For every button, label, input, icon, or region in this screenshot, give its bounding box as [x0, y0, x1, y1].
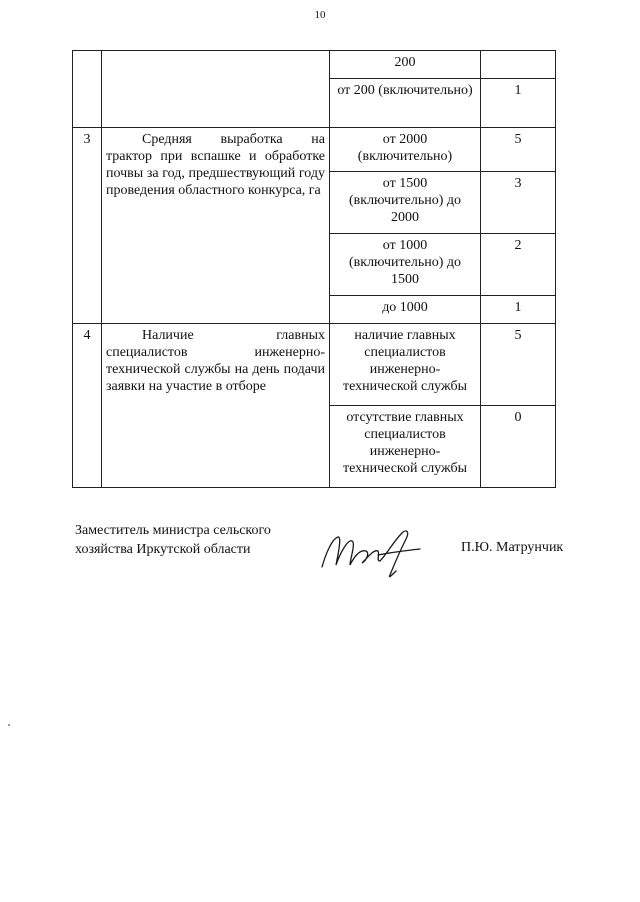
table-row	[73, 51, 556, 79]
signatory-name: П.Ю. Матрунчик	[461, 540, 564, 555]
condition-cell: от 1000 (включительно) до 1500	[330, 234, 481, 296]
score-cell: 0	[481, 406, 556, 488]
score-cell: 5	[481, 128, 556, 172]
condition-cell: от 2000 (включительно)	[330, 128, 481, 172]
score-cell: 1	[481, 296, 556, 324]
score-cell: 5	[481, 324, 556, 406]
score-cell: 3	[481, 172, 556, 234]
page-number: 10	[314, 9, 326, 21]
row-number-cell: 4	[73, 324, 102, 488]
condition-cell: от 1500 (включительно) до 2000	[330, 172, 481, 234]
condition-cell: наличие главных специалистов инженерно-технической службы	[330, 324, 481, 406]
row-number-cell: 3	[73, 128, 102, 324]
condition-cell: от 200 (включительно)	[330, 79, 481, 128]
indicator-cell: Средняя выработка на трактор при вспашке и обработке почвы за год, предшествующий году проведения областного конкурса, га	[102, 128, 330, 324]
row-number-cell	[73, 51, 102, 128]
indicator-cell	[102, 51, 330, 128]
margin-mark	[8, 724, 10, 726]
table-row	[73, 324, 556, 406]
handwritten-signature	[316, 525, 426, 585]
condition-cell: 200	[330, 51, 481, 79]
condition-cell: до 1000	[330, 296, 481, 324]
condition-cell: отсутствие главных специалистов инженерно-технической службы	[330, 406, 481, 488]
score-cell: 2	[481, 234, 556, 296]
indicator-cell: Наличие главных специалистов инженерно-технической службы на день подачи заявки на участие в отборе	[102, 324, 330, 488]
signatory-position: Заместитель министра сельского хозяйства Иркутской области	[75, 523, 271, 557]
score-cell: 1	[481, 79, 556, 128]
table-row	[73, 128, 556, 172]
score-cell	[481, 51, 556, 79]
criteria-table	[72, 50, 556, 488]
